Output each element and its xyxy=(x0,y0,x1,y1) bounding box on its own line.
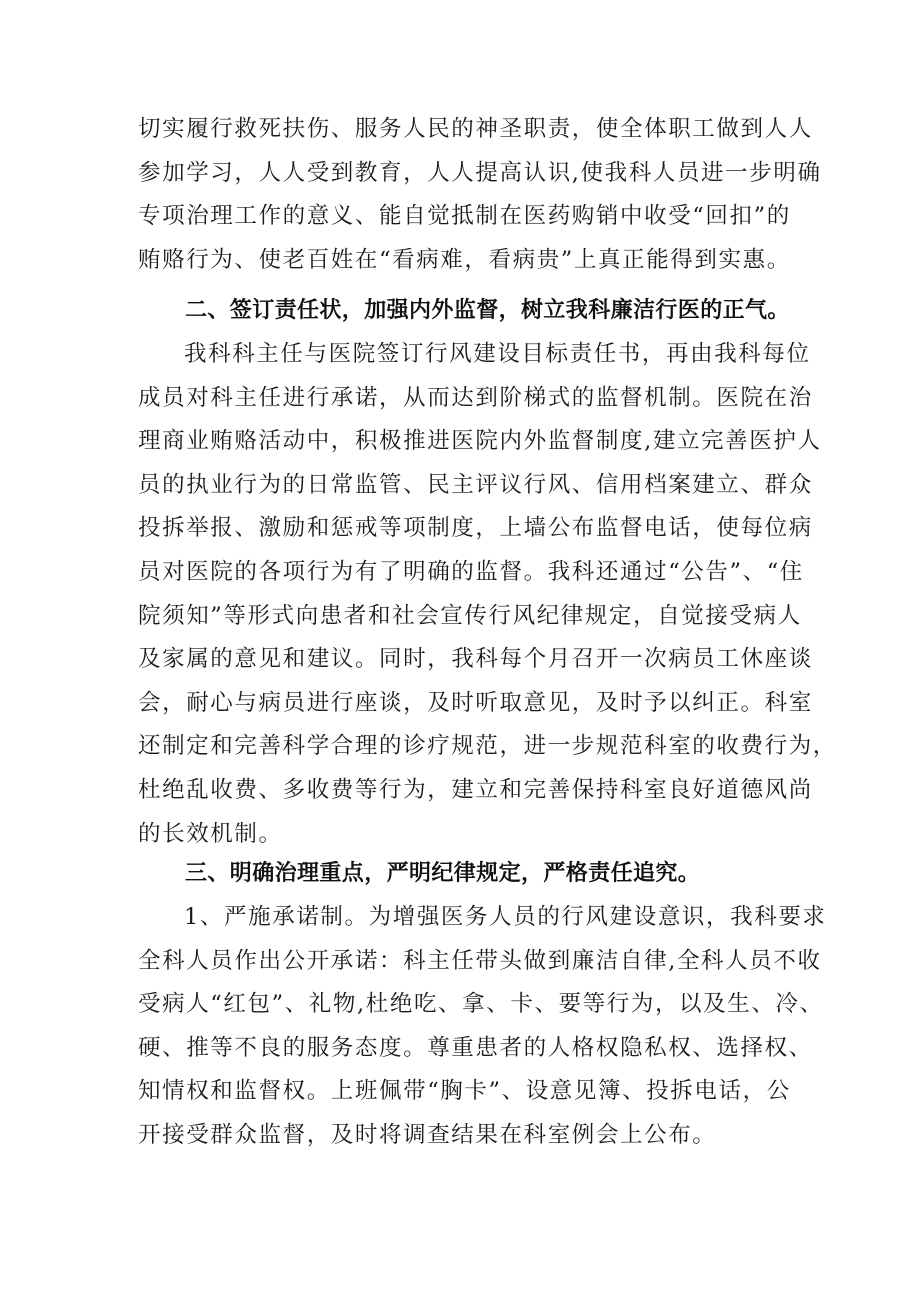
paragraph-line: 成员对科主任进行承诺，从而达到阶梯式的监督机制。医院在治 xyxy=(138,384,813,411)
paragraph-line: 投拆举报、激励和惩戒等项制度，上墙公布监督电话，使每位病 xyxy=(138,515,813,542)
paragraph-line: 硬、推等不良的服务态度。尊重患者的人格权隐私权、选择权、 xyxy=(138,1034,813,1061)
paragraph-line: 及家属的意见和建议。同时，我科每个月召开一次病员工休座谈 xyxy=(138,646,813,673)
paragraph-line: 员的执业行为的日常监管、民主评议行风、信用档案建立、群众 xyxy=(138,471,813,498)
section-3-paragraph xyxy=(138,896,827,1158)
continued-paragraph xyxy=(138,108,822,282)
paragraph-line: 切实履行救死扶伤、服务人民的神圣职责，使全体职工做到人人 xyxy=(138,116,813,142)
paragraph-line: 院须知”等形式向患者和社会宣传行风纪律规定，自觉接受病人 xyxy=(138,602,802,629)
section-2-paragraph xyxy=(138,333,837,856)
paragraph-line: 理商业贿赂活动中，积极推进医院内外监督制度,建立完善医护人 xyxy=(138,428,822,455)
paragraph-line: 开接受群众监督，及时将调查结果在科室例会上公布。 xyxy=(138,1121,717,1148)
paragraph-line: 还制定和完善科学合理的诊疗规范，进一步规范科室的收费行为， xyxy=(138,733,837,760)
paragraph-line: 受病人“红包”、礼物,杜绝吃、拿、卡、要等行为，以及生、冷、 xyxy=(138,991,824,1018)
section-heading-3: 三、明确治理重点，严明纪律规定，严格责任追究。 xyxy=(185,861,701,886)
paragraph-line: 杜绝乱收费、多收费等行为，建立和完善保持科室良好道德风尚 xyxy=(138,776,813,803)
paragraph-line: 知情权和监督权。上班佩带“胸卡”、设意见簿、投拆电话，公 xyxy=(138,1078,791,1105)
paragraph-line: 我科科主任与医院签订行风建设目标责任书，再由我科每位 xyxy=(184,341,811,367)
paragraph-line: 全科人员作出公开承诺：科主任带头做到廉洁自律,全科人员不收 xyxy=(138,947,822,974)
section-heading-2: 二、签订责任状，加强内外监督，树立我科廉洁行医的正气。 xyxy=(185,298,790,323)
paragraph-line: 会，耐心与病员进行座谈，及时听取意见，及时予以纠正。科室 xyxy=(138,689,813,716)
paragraph-line: 专项治理工作的意义、能自觉抵制在医药购销中收受“回扣”的 xyxy=(138,203,791,230)
paragraph-line: 1、严施承诺制。为增强医务人员的行风建设意识，我科要求 xyxy=(184,904,827,930)
paragraph-line: 的长效机制。 xyxy=(138,820,283,847)
paragraph-line: 参加学习，人人受到教育，人人提高认识,使我科人员进一步明确 xyxy=(138,159,822,186)
paragraph-line: 贿赂行为、使老百姓在“看病难，看病贵”上真正能得到实惠。 xyxy=(138,246,791,273)
paragraph-line: 员对医院的各项行为有了明确的监督。我科还通过“公告”、“住 xyxy=(138,558,804,585)
